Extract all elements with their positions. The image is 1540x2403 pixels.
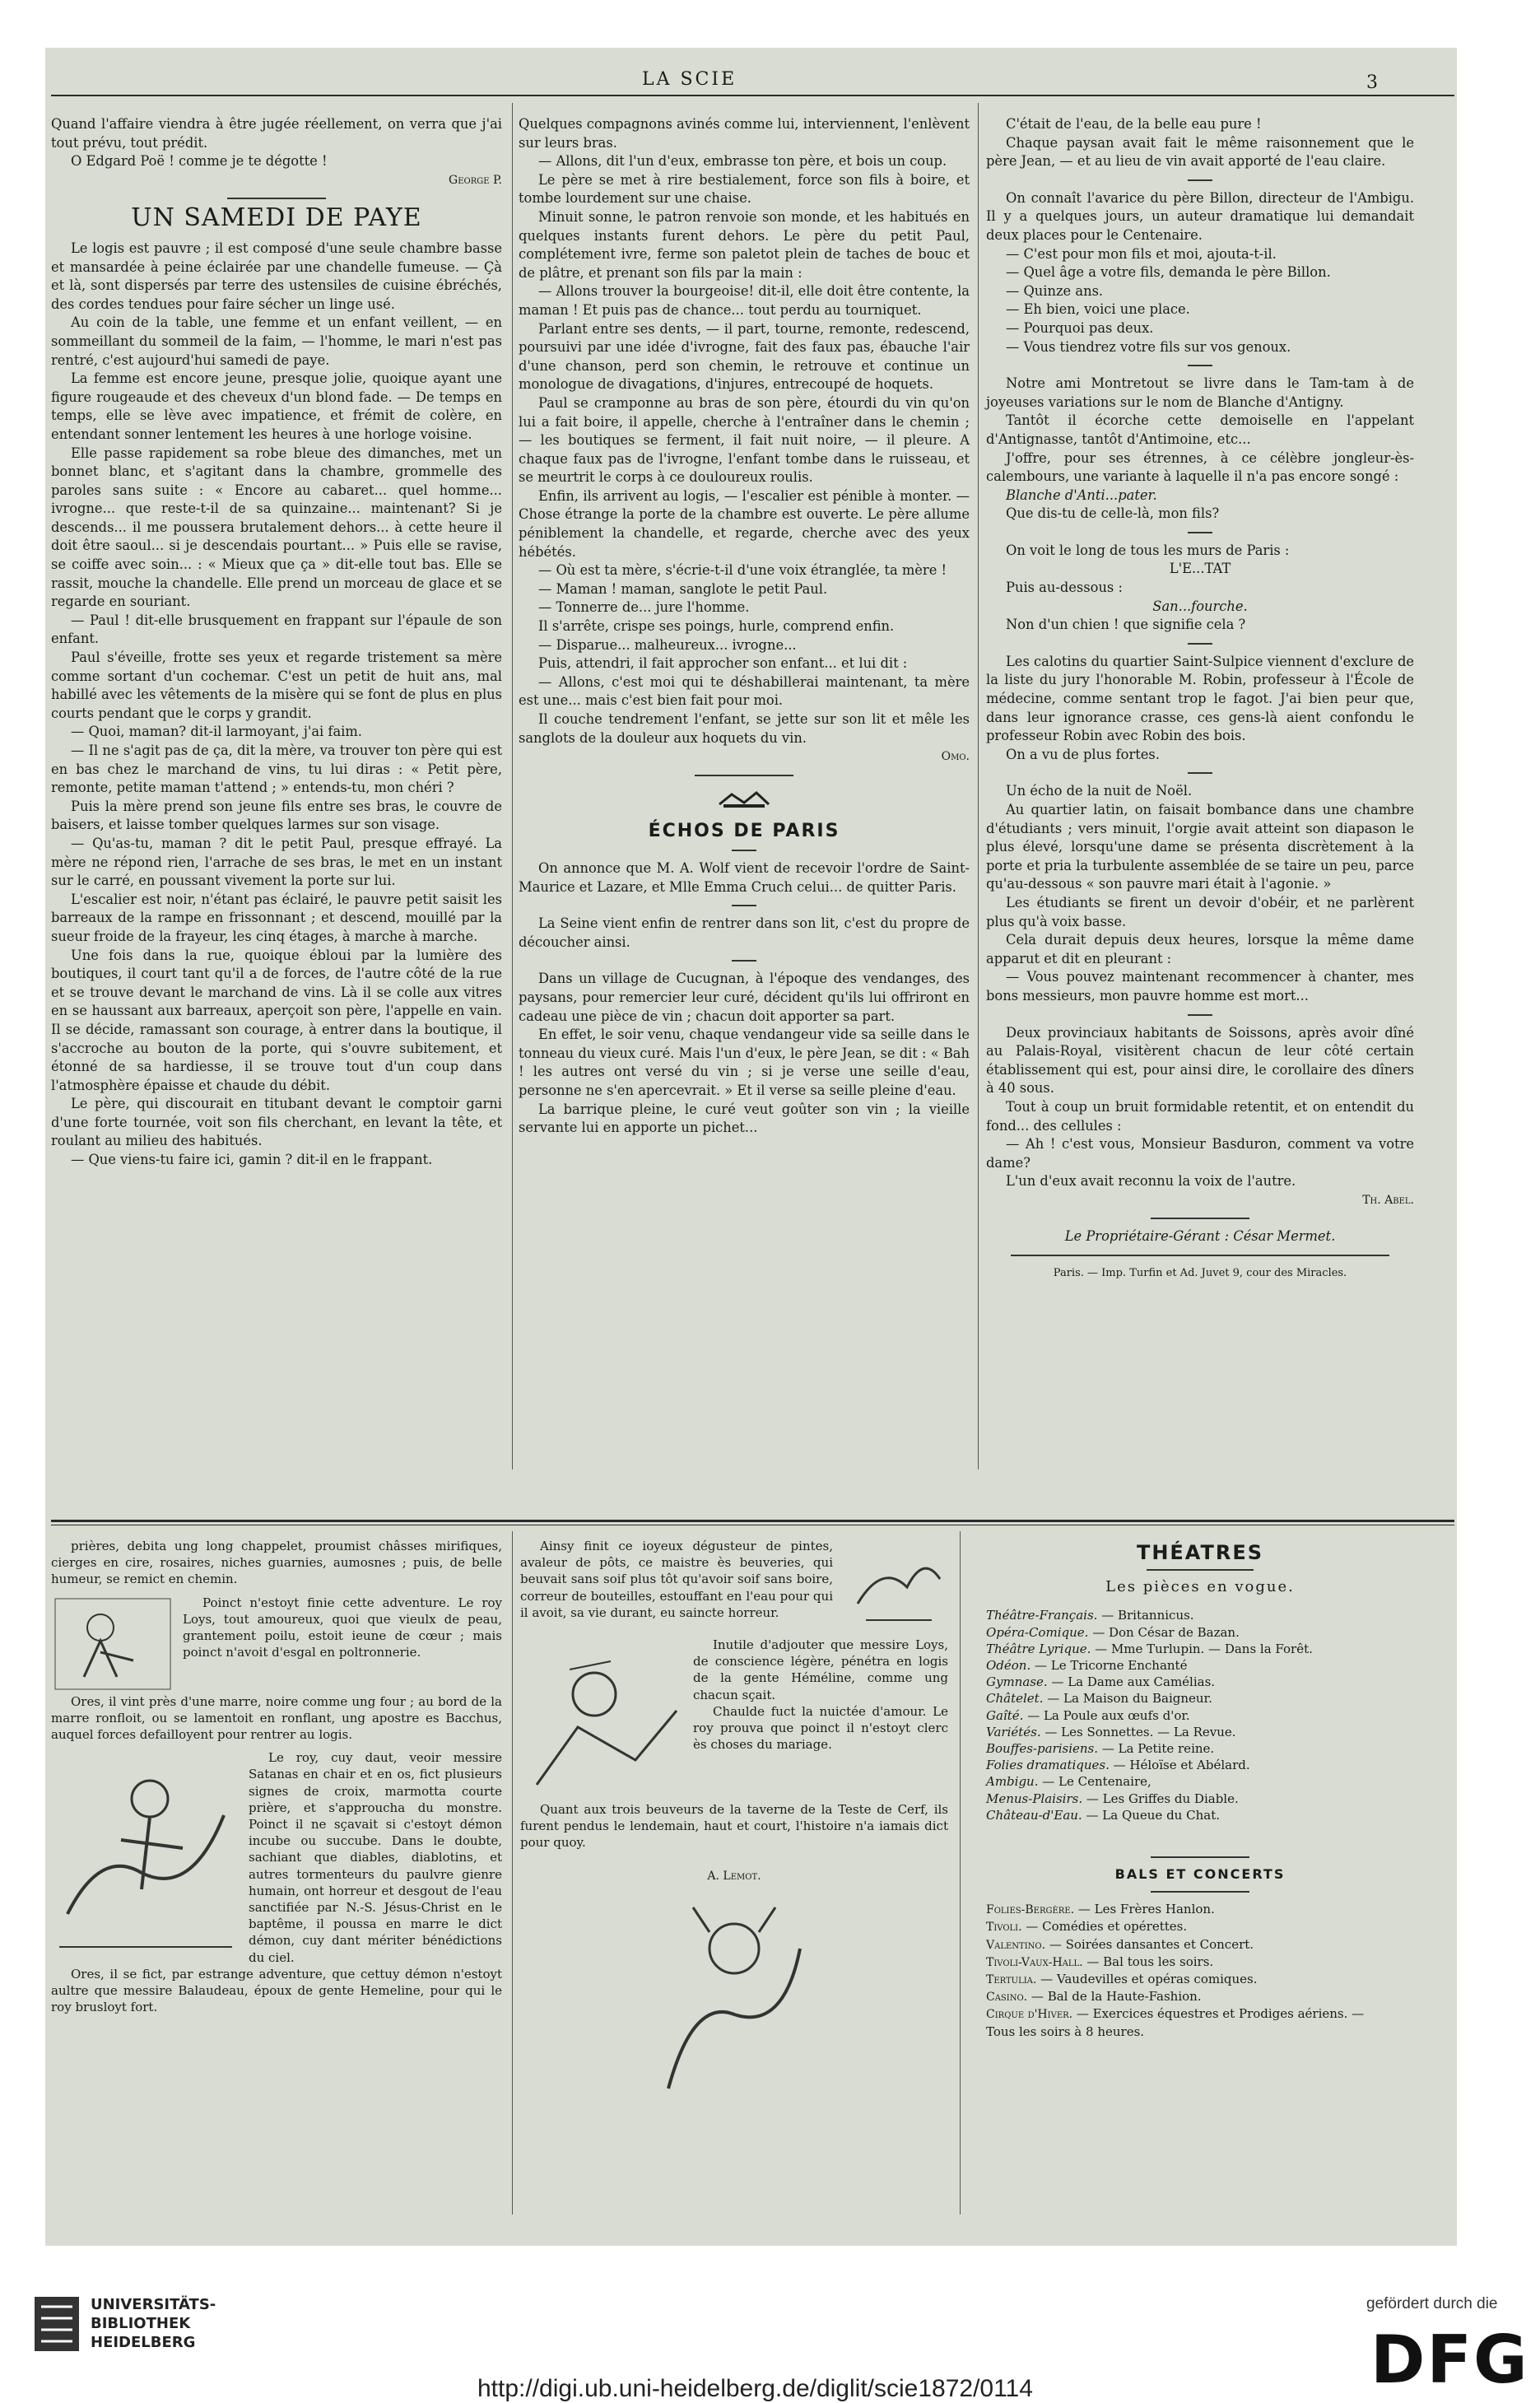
play: — Don César de Bazan.: [1092, 1624, 1240, 1640]
paragraph: Chaulde fuct la nuictée d'amour. Le roy prouva que poinct il n'estoyt clerc ès choses du mariage.: [693, 1703, 948, 1753]
paragraph: La Seine vient enfin de rentrer dans son lit, c'est du propre de découcher ainsi.: [519, 915, 970, 950]
divider: [1188, 643, 1212, 645]
theatre-list: [986, 1607, 1414, 1823]
paragraph: — Ah ! c'est vous, Monsieur Basduron, comment va votre dame?: [986, 1136, 1414, 1171]
paragraph: On annonce que M. A. Wolf vient de recevoir l'ordre de Saint-Maurice et Lazare, et Mlle Emma Cruch celui... de quitter Paris.: [519, 859, 970, 895]
divider: [1188, 532, 1212, 533]
illustrated-block: [520, 1538, 948, 1637]
entry: — Exercices équestres et Prodiges aériens. —: [1076, 2006, 1365, 2022]
venue: Cirque d'Hiver.: [986, 2008, 1073, 2022]
paragraph: Non d'un chien ! que signifie cela ?: [1006, 617, 1246, 633]
play: — La Dame aux Camélias.: [1051, 1674, 1216, 1690]
list-item: [986, 2005, 1414, 2023]
paragraph: — Allons, dit l'un d'eux, embrasse ton père, et bois un coup.: [538, 153, 947, 170]
divider: [1188, 179, 1212, 181]
signature: A. Lemot.: [707, 1869, 761, 1883]
venue: Tivoli.: [986, 1921, 1022, 1935]
echos-ornament: [519, 788, 970, 818]
section-rule: [51, 1520, 1454, 1522]
library-name-line: BIBLIOTHEK: [91, 2315, 191, 2332]
venue: Bouffes-parisiens.: [986, 1741, 1098, 1757]
list-item: [986, 1954, 1414, 1971]
library-name-line: UNIVERSITÄTS-: [91, 2296, 216, 2313]
paragraph: Ores, il se fict, par estrange adventure, que cettuy démon n'estoyt aultre que messire Balaudeau, époux de gente Hemeline, pour qui le roy brusloyt fort.: [51, 1966, 502, 2015]
play: — Britannicus.: [1101, 1608, 1194, 1623]
column-rule: [512, 103, 513, 1469]
paragraph: Ores, il vint près d'une marre, noire comme ung four ; au bord de la marre ronfloit, ou se lamentoit en ronflant, ung apostre es Bacchus, auquel forces defailloyent pour rentrer au logis.: [51, 1693, 502, 1743]
venue: Variétés.: [986, 1724, 1041, 1739]
venue: Tivoli-Vaux-Hall.: [986, 1955, 1083, 1969]
list-item: [986, 1757, 1414, 1773]
paragraph: Minuit sonne, le patron renvoie son monde, et les habitués en quelques instants furent dehors. Le père du petit Paul, complétement ivre, ferme son paletot plein de taches de bouc et de plâtre, et prenant son fils par la main :: [519, 208, 970, 281]
paragraph: On a vu de plus fortes.: [1006, 746, 1160, 762]
section-title: BALS ET CONCERTS: [1114, 1866, 1286, 1883]
illustration-icon: [51, 1749, 240, 1963]
illustration-icon: [520, 1637, 685, 1801]
paragraph: — Vous pouvez maintenant recommencer à chanter, mes bons messieurs, mon pauvre homme est mort...: [986, 969, 1414, 1004]
paragraph: — Paul ! dit-elle brusquement en frappant sur l'épaule de son enfant.: [51, 612, 502, 647]
paragraph: — Que viens-tu faire ici, gamin ? dit-il en le frappant.: [71, 1152, 433, 1168]
library-name-line: HEIDELBERG: [91, 2334, 196, 2351]
entry: — Bal tous les soirs.: [1086, 1954, 1214, 1969]
entry: — Bal de la Haute-Fashion.: [1031, 1989, 1202, 2005]
list-item: [986, 1936, 1414, 1954]
list-item: [986, 1988, 1414, 2005]
list-item: [986, 1807, 1414, 1823]
paragraph: Cela durait depuis deux heures, lorsque la même dame apparut et dit en pleurant :: [986, 932, 1414, 966]
paragraph: Inutile d'adjouter que messire Loys, de conscience légère, pénétra en logis de la gente Héméline, comme ung chacun sçait.: [693, 1637, 948, 1702]
paragraph: Ainsy finit ce ioyeux dégusteur de pintes, avaleur de pôts, ce maistre ès beuveries, qui beuvait sans soif plus tôt qu'avoir soif sans boire, correur de bouteilles, estouffant en l'eau pour qui il avoit, sa vie durant, eu saincte horreur.: [520, 1539, 833, 1620]
paragraph: Les calotins du quartier Saint-Sulpice viennent d'exclure de la liste du jury l'honorable M. Robin, professeur à l'École de médecine, comme sentant trop le fagot. J'ai bien peur que, dans leur ignorance crasse, ces gens-là aient confondu le professeur Robin avec Robin des bois.: [986, 653, 1414, 744]
list-item: [986, 1690, 1414, 1707]
list-item: [986, 1901, 1414, 1918]
list-item: [986, 2023, 1414, 2040]
paragraph: — Pourquoi pas deux.: [1006, 319, 1154, 336]
paragraph: — Allons trouver la bourgeoise! dit-il, elle doit être contente, la maman ! Et puis pas de chance... tout perdu au tourniquet.: [519, 283, 970, 318]
signature: George P.: [449, 173, 502, 187]
illustration-icon: [644, 1899, 825, 2105]
paragraph: — Maman ! maman, sanglote le petit Paul.: [538, 580, 828, 597]
paragraph: Il couche tendrement l'enfant, se jette sur son lit et mêle les sanglots de la douleur aux hoquets du vin.: [519, 711, 970, 746]
play: — La Petite reine.: [1101, 1741, 1215, 1757]
illustrated-block: [51, 1749, 502, 1966]
paragraph: La femme est encore jeune, presque jolie, quoique ayant une figure rougeaude et des cheveux d'un blond fade. — De temps en temps, elle se lève avec impatience, et frémit de colère, en entendant sonner lentement les heures à une horloge voisine.: [51, 370, 502, 442]
venue: Valentino.: [986, 1938, 1046, 1952]
entry: Tous les soirs à 8 heures.: [986, 2023, 1145, 2039]
list-item: [986, 1791, 1414, 1807]
paragraph: Les étudiants se firent un devoir d'obéir, et ne parlèrent plus qu'à voix basse.: [986, 894, 1414, 929]
venue: Odéon.: [986, 1658, 1031, 1674]
paragraph: Dans un village de Cucugnan, à l'époque des vendanges, des paysans, pour remercier leur curé, décident qu'ils lui offriront en cadeau une pièce de vin ; chacun doit apporter sa part.: [519, 971, 970, 1024]
paragraph: Elle passe rapidement sa robe bleue des dimanches, met un bonnet blanc, et s'agitant dans la chambre, grommelle des paroles sans suite : « Encore au cabaret... quel homme... ivrogne... que reste-t-il de sa quinzaine... maintenant? Si je descends... il me poussera brutalement dehors... à cette heure il doit être saoul... si je descendais pourtant... » Puis elle se ravise, se coiffe avec soin... : « Mieux que ça » dit-elle tout bas. Elle se rassit, mouche la chandelle. Elle prend un morceau de glace et se regarde en souriant.: [51, 445, 502, 610]
library-name: [91, 2295, 216, 2352]
divider: [732, 850, 756, 851]
divider: [227, 198, 326, 199]
paragraph: L'un d'eux avait reconnu la voix de l'autre.: [1006, 1173, 1296, 1190]
illustration-icon: [51, 1595, 174, 1693]
page-number: 3: [1366, 72, 1378, 93]
paragraph: — Il ne s'agit pas de ça, dit la mère, va trouver ton père qui est en bas chez le marchand de vins, tu lui diras : « Petit père, remonte, petite maman t'attend ; » entends-tu, mon chéri ?: [51, 743, 502, 796]
paragraph: La barrique pleine, le curé veut goûter son vin ; la vieille servante lui en apporte un pichet...: [519, 1101, 970, 1136]
divider: [1151, 1218, 1249, 1219]
column-rule: [960, 1531, 961, 2214]
venue: Ambigu.: [986, 1774, 1039, 1790]
divider: [1188, 1014, 1212, 1016]
source-url[interactable]: http://digi.ub.uni-heidelberg.de/diglit/scie1872/0114: [477, 2375, 1033, 2402]
section-title: ÉCHOS DE PARIS: [648, 821, 840, 842]
venue: Gaîté.: [986, 1707, 1024, 1723]
list-item: [986, 1740, 1414, 1757]
divider: [1188, 365, 1212, 366]
paragraph: Puis la mère prend son jeune fils entre ses bras, le couvre de baisers, et laisse tomber quelques larmes sur son visage.: [51, 798, 502, 833]
intro-line: Quand l'affaire viendra à être jugée réellement, on verra que j'ai tout prévu, tout prédit.: [51, 116, 502, 151]
paragraph: — Quinze ans.: [1006, 282, 1104, 299]
list-item: [986, 1641, 1414, 1657]
entry: — Vaudevilles et opéras comiques.: [1040, 1972, 1258, 1987]
column-rule: [978, 103, 979, 1469]
paragraph: On connaît l'avarice du père Billon, directeur de l'Ambigu. Il y a quelques jours, un auteur dramatique lui demandait deux places pour le Centenaire.: [986, 189, 1414, 243]
list-item: [986, 1773, 1414, 1790]
play: — Les Griffes du Diable.: [1086, 1791, 1239, 1806]
play: — Héloïse et Abélard.: [1113, 1758, 1250, 1773]
paragraph: Le roy, cuy daut, veoir messire Satanas en chair et en os, fict plusieurs signes de croix, marmotta courte prière, et s'approucha du monstre. Poinct il ne sçavait si c'estoyt démon incube ou succube. Dans le doubte, sachiant que diables, diablotins, et autres tormenteurs du paulvre gienre humain, ont horreur et desgout de l'eau sanctifiée par N.-S. Jésus-Christ en le baptême, il poussa en marre le dict démon, cuy dant mériter bénédictions du ciel.: [249, 1750, 502, 1965]
newspaper-masthead: LA SCIE: [642, 69, 737, 90]
list-item: [986, 1674, 1414, 1690]
library-logo: [33, 2295, 81, 2356]
paragraph: Deux provinciaux habitants de Soissons, après avoir dîné au Palais-Royal, visitèrent chacun de leur côté certain établissement qui est, pour ainsi dire, le corollaire des dîners à 40 sous.: [986, 1024, 1414, 1097]
list-item: [986, 1724, 1414, 1740]
column-3: [986, 115, 1414, 1283]
paragraph: Tout à coup un bruit formidable retentit, et on entendit du fond... des cellules :: [986, 1098, 1414, 1134]
paragraph: Le logis est pauvre ; il est composé d'une seule chambre basse et mansardée à peine éclairée par une chandelle fumeuse. — Çà et là, sont dispersés par terre des ustensiles de cuisine ébréchés, des cordes tendues pour faire sécher un linge usé.: [51, 240, 502, 312]
paragraph: Notre ami Montretout se livre dans le Tam-tam à de joyeuses variations sur le nom de Blanche d'Antigny.: [986, 375, 1414, 410]
play: — Les Sonnettes. — La Revue.: [1045, 1724, 1236, 1739]
bottom-column-1: [51, 1538, 502, 2015]
paragraph: Paul se cramponne au bras de son père, étourdi du vin qu'on lui a fait boire, il appelle, cherche à l'entraîner dans le chemin ; — les boutiques se ferment, il fait nuit noire, — il pleure. A chaque faux pas de l'ivrogne, l'enfant tombe dans le ruisseau, et se meurtrit le corps à ce douloureux roulis.: [519, 394, 970, 486]
illustrated-block: [51, 1595, 502, 1693]
paragraph: — Disparue... malheureux... ivrogne...: [538, 636, 797, 653]
venue: Casino.: [986, 1991, 1028, 2005]
play: — La Poule aux œufs d'or.: [1027, 1707, 1190, 1723]
illustrated-block: [520, 1637, 948, 1801]
venue: Tertulia.: [986, 1973, 1037, 1987]
list-item: [986, 1657, 1414, 1674]
venue: Théâtre-Français.: [986, 1608, 1098, 1623]
play: — Mme Turlupin. — Dans la Forêt.: [1095, 1641, 1313, 1656]
bottom-column-2: [520, 1538, 948, 2109]
paragraph: San...fourche.: [1152, 598, 1248, 614]
paragraph: En effet, le soir venu, chaque vendangeur vide sa seille dans le tonneau du vieux curé. Mais l'un d'eux, le père Jean, se dit : « Bah ! les autres ont versé du vin ; si je verse une seille d'eau, personne ne s'en apercevrait. » Et il verse sa seille pleine d'eau.: [519, 1027, 970, 1098]
paragraph: prières, debita ung long chappelet, proumist châsses mirifiques, cierges en cire, rosaires, niches guarnies, aumosnes ; puis, de belle humeur, se remict en chemin.: [51, 1539, 502, 1587]
venue: Gymnase.: [986, 1674, 1048, 1690]
paragraph: Quelques compagnons avinés comme lui, interviennent, l'enlèvent sur leurs bras.: [519, 116, 970, 151]
play: — La Queue du Chat.: [1086, 1807, 1220, 1823]
play: — La Maison du Baigneur.: [1047, 1691, 1212, 1707]
column-2: [519, 115, 970, 1138]
venue: Théâtre Lyrique.: [986, 1641, 1091, 1656]
paragraph: J'offre, pour ses étrennes, à ce célèbre jongleur-ès-calembours, une variante à laquelle il n'a pas encore songé :: [986, 449, 1414, 485]
paragraph: — Où est ta mère, s'écrie-t-il d'une voix étranglée, ta mère !: [538, 562, 947, 579]
divider: [1147, 1569, 1254, 1571]
article-title: UN SAMEDI DE PAYE: [131, 203, 422, 233]
paragraph: Au quartier latin, on faisait bombance dans une chambre d'étudiants ; vers minuit, l'orgie avait atteint son diapason le plus élevé, lorsqu'une dame se présenta discrètement à la porte et pria la turbulente assemblée de se taire un peu, parce qu'au-dessous « son pauvre mari était à l'agonie. »: [986, 802, 1414, 892]
list-item: [986, 1624, 1414, 1641]
paragraph: — Tonnerre de... jure l'homme.: [538, 599, 750, 616]
paragraph: — Allons, c'est moi qui te déshabillerai maintenant, ta mère est une... mais c'est bien fait pour moi.: [519, 673, 970, 709]
dfg-logo: DFG: [1370, 2322, 1529, 2398]
entry: — Soirées dansantes et Concert.: [1049, 1936, 1254, 1952]
header-rule: [51, 95, 1454, 96]
paragraph: Une fois dans la rue, quoique ébloui par la lumière des boutiques, il court tant qu'il a de forces, de l'autre côté de la rue et se trouve devant le marchand de vins. Là il se colle aux vitres en se haussant aux barreaux, aperçoit son père, l'appelle en vain. Il se décide, ramassant son courage, à entrer dans la boutique, il s'accroche au bouton de la porte, qui s'ouvre subitement, et étonné de sa hardiesse, il se trouve tout d'un coup dans l'atmosphère épaisse et chaude du débit.: [51, 947, 502, 1093]
paragraph: Enfin, ils arrivent au logis, — l'escalier est pénible à monter. — Chose étrange la porte de la chambre est ouverte. Le père allume péniblement la chandelle, et regarde, cherche avec des yeux hébétés.: [519, 487, 970, 560]
paragraph: Quant aux trois beuveurs de la taverne de la Teste de Cerf, ils furent pendus le lendemain, haut et court, l'histoire n'a iamais dict pour quoy.: [520, 1802, 948, 1851]
paragraph: L'escalier est noir, n'étant pas éclairé, le pauvre petit saisit les barreaux de la rampe en frissonnant ; et descend, mouillé par la sueur froide de la frayeur, les cinq étages, à marche à marche.: [51, 891, 502, 944]
list-item: [986, 1607, 1414, 1623]
divider: [732, 905, 756, 906]
play: — Le Centenaire,: [1042, 1774, 1152, 1790]
paragraph: Parlant entre ses dents, — il part, tourne, remonte, redescend, poursuivi par une idée d'ivrogne, fait des faux pas, ébauche l'air d'une chanson, perd son chemin, le retrouve et continue un monologue de divagations, d'injures, entrecoupé de hoquets.: [519, 320, 970, 393]
list-item: [986, 1971, 1414, 1988]
paragraph: Puis, attendri, il fait approcher son enfant... et lui dit :: [538, 655, 908, 672]
bottom-column-3: [986, 1541, 1414, 2040]
imprint-line: Paris. — Imp. Turfin et Ad. Juvet 9, cour des Miracles.: [1053, 1267, 1347, 1280]
paragraph: C'était de l'eau, de la belle eau pure !: [1006, 116, 1262, 132]
funding-note: gefördert durch die: [1366, 2295, 1498, 2312]
ornament-icon: [715, 788, 773, 813]
column-1: [51, 115, 502, 1170]
entry: — Comédies et opérettes.: [1026, 1919, 1188, 1935]
paragraph: Paul s'éveille, frotte ses yeux et regarde tristement sa mère comme sortant d'un cochemar. C'est un petit de huit ans, mal habillé avec les vêtements de la misère qui se font de plus en plus courts pendant que le corps y grandit.: [51, 650, 502, 721]
paragraph: — Qu'as-tu, maman ? dit le petit Paul, presque effrayé. La mère ne répond rien, l'arrache de ses bras, le met en un instant sur le carré, en poussant vivement la porte sur lui.: [51, 835, 502, 889]
paragraph: Le père, qui discourait en titubant devant le comptoir garni d'une forte tournée, voit son fils cherchant, en levant la tête, et roulant au milieu des habitués.: [51, 1096, 502, 1149]
play: — Le Tricorne Enchanté: [1035, 1658, 1188, 1674]
paragraph: Le père se met à rire bestialement, force son fils à boire, et tombe lourdement sur une chaise.: [519, 171, 970, 207]
paragraph: L'E...TAT: [1169, 561, 1231, 577]
venue: Folies dramatiques.: [986, 1758, 1110, 1773]
illustration-icon: [841, 1538, 948, 1637]
venue: Menus-Plaisirs.: [986, 1791, 1083, 1806]
entry: — Les Frères Hanlon.: [1077, 1902, 1215, 1917]
list-item: [986, 1918, 1414, 1935]
divider: [695, 775, 793, 776]
venue: Folies-Bergère.: [986, 1903, 1075, 1917]
paragraph: Au coin de la table, une femme et un enfant veillent, — en sommeillant du sommeil de la faim, — l'homme, le mari n'est pas rentré, c'est aujourd'hui samedi de paye.: [51, 314, 502, 368]
divider: [1151, 1891, 1249, 1893]
intro-line: O Edgard Poë ! comme je te dégotte !: [71, 153, 328, 170]
library-seal-icon: [33, 2295, 81, 2353]
divider: [1151, 1856, 1249, 1858]
section-subtitle: Les pièces en vogue.: [1105, 1578, 1295, 1596]
paragraph: Poinct n'estoyt finie cette adventure. Le roy Loys, tout amoureux, quoi que vieulx de peau, grantement poilu, estoit ieune de cœur ; mais poinct n'avoit d'esgal en poltronnerie.: [183, 1595, 502, 1660]
paragraph: — Quel âge a votre fils, demanda le père Billon.: [1006, 264, 1331, 281]
gerant-line: Le Propriétaire-Gérant : César Mermet.: [1064, 1228, 1336, 1245]
signature: Th. Abel.: [1362, 1193, 1414, 1207]
paragraph: Un écho de la nuit de Noël.: [1006, 783, 1193, 799]
bals-list: [986, 1901, 1414, 2040]
signature: Omo.: [941, 750, 970, 764]
paragraph: Que dis-tu de celle-là, mon fils?: [1006, 505, 1220, 522]
illustration-block: [520, 1899, 948, 2109]
divider: [1011, 1255, 1389, 1256]
paragraph: — C'est pour mon fils et moi, ajouta-t-il.: [1006, 245, 1277, 262]
paragraph: Puis au-dessous :: [1006, 580, 1123, 596]
paragraph: Tantôt il écorche cette demoiselle en l'appelant d'Antignasse, tantôt d'Antimoine, etc...: [986, 412, 1414, 447]
paragraph: On voit le long de tous les murs de Paris :: [1006, 542, 1290, 558]
divider: [1188, 772, 1212, 774]
list-item: [986, 1707, 1414, 1724]
paragraph: Chaque paysan avait fait le même raisonnement que le père Jean, — et au lieu de vin avait apporté de l'eau claire.: [986, 134, 1414, 170]
venue: Châtelet.: [986, 1691, 1044, 1707]
paragraph: — Quoi, maman? dit-il larmoyant, j'ai faim.: [71, 724, 362, 740]
paragraph: Il s'arrête, crispe ses poings, hurle, comprend enfin.: [538, 618, 895, 635]
paragraph: Blanche d'Anti...pater.: [1006, 487, 1157, 503]
section-title: THÉATRES: [1136, 1541, 1264, 1564]
paragraph: — Vous tiendrez votre fils sur vos genoux.: [1006, 338, 1291, 355]
column-rule: [512, 1531, 513, 2214]
venue: Opéra-Comique.: [986, 1624, 1089, 1640]
paragraph: — Eh bien, voici une place.: [1006, 301, 1190, 318]
venue: Château-d'Eau.: [986, 1807, 1082, 1823]
divider: [732, 960, 756, 962]
